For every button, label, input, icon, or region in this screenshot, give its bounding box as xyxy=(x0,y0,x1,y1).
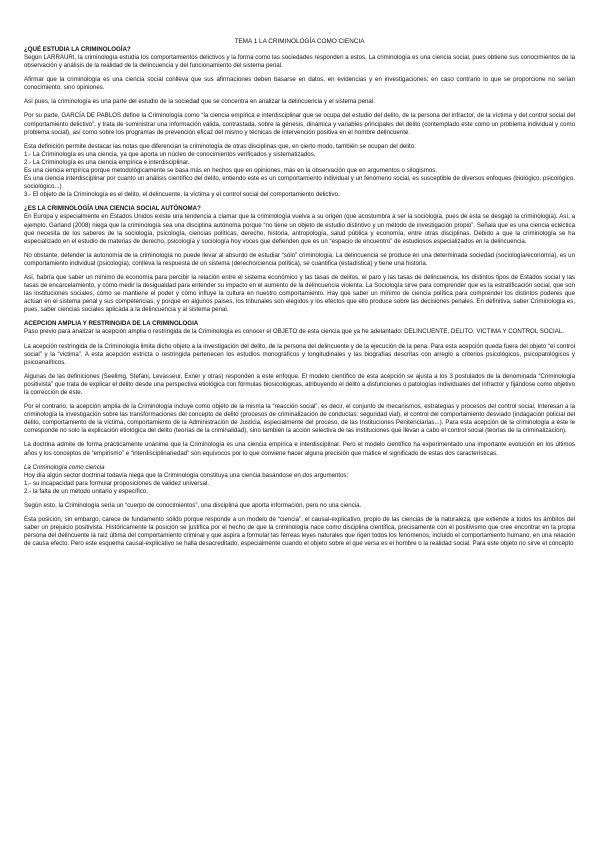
section-que-estudia xyxy=(24,46,575,199)
subheading: La Criminología como ciencia xyxy=(24,463,105,471)
paragraph: La acepción restringida de la Criminología limita dicho objeto a la investigación del delito, de la persona del delincuente y de la ejecución de la pena. Para esta acepción queda fuera del objeto “el control social” y la “victima”. A esta acepción estricta o restringida pertenecen los estudios monográficos y longitudinales y las biografías descritas con arreglo a criterios psicológicos, psicopatológicos y psicoanalíticos. xyxy=(24,342,575,366)
document-title: TEMA 1 LA CRIMINOLOGÍA COMO CIENCIA xyxy=(234,38,365,45)
paragraph: Afirmar que la criminología es una ciencia social conlleva que sus afirmaciones deben basarse en datos, en evidencias y en investigaciones; en caso contrario lo que se proporcione no serían conocimiento, sino opiniones. xyxy=(24,76,575,92)
paragraph: Por el contrario, la acepción amplia de la Criminología incluye como objeto de la misma la “reacción social”, es decir, el conjunto de mecanismos, estrategias y procesos del control social. Interesan a la criminología la investigación sobre las transformaciones del concepto de delito (procesos de criminalización de conductas: seguridad vial), el control del comportamiento desviado (indagación policial del delito, comportamiento de la víctima, comportamiento de la Administración de Justicia, especialmente del proceso, de las Instituciones Penitenciarias...). Para esta acepción de la criminología a éste le corresponde no solo la explicación etiológica del delito (teorías de la criminalidad), sino también la acción selectiva de las instituciones que llevan a cabo el control social (teorías de la criminalización). xyxy=(24,403,575,435)
list-item: 2.- la falta de un método unitario y específico. xyxy=(24,487,148,495)
section-como-ciencia xyxy=(24,464,575,549)
section-heading: ¿QUÉ ESTUDIA LA CRIMINOLOGÍA? xyxy=(24,46,131,53)
paragraph: Esta definición permite destacar las notas que diferencian la criminología de otras disciplinas que, en cierto modo, también se ocupan del delito: xyxy=(24,142,416,150)
paragraph: Según LARRAURI, la criminología estudia los comportamientos delictivos y la forma como las sociedades responden a estos. La criminología es una ciencia social, pues obtiene sus conocimientos de la observación y análisis de la realidad de la delincuencia y del funcionamiento del sistema penal. xyxy=(24,54,575,70)
paragraph: La doctrina admite de forma prácticamente unánime que la Criminología es una ciencia empírica e interdisciplinar. Pero el modelo científico ha experimentado una importante evolución en los últimos años y los conceptos de “empirismo” e “interdisciplinariedad” son equívocos por lo que conviene hacer alguna precisión que matice el significado de estas dos características. xyxy=(24,441,575,457)
list-item: 1.- La Criminología es una ciencia, ya que aporta un núcleo de conocimientos verificados y sistematizados. xyxy=(24,150,316,158)
paragraph: Hoy día algún sector doctrinal todavía niega que la Criminología constituya una ciencia basándose en dos argumentos: xyxy=(24,471,349,479)
paragraph: En Europa y especialmente en Estados Unidos existe una tendencia a clamar que la criminología vuelva a su origen (que acostumbra a ser la sociología, pues de esta se desgajó la criminología). Así, a ejemplo, Garland (2008) niega que la criminología sea una disciplina autónoma porque “no tiene un objeto de estudio distintivo y un método de investigación propio”. Señala que es una ciencia ecléctica que necesita de los saberes de la sociología, psicología, ciencias políticas, derecho, historia, antropología, salud pública y economía, entre otras disciplinas. Debido a que la criminología se ha especializado en el estudio de materias de derecho, psicología y sociología hoy voces que defienden que es un “espacio de encuentro” de estudiosos especializados en la delincuencia. xyxy=(24,213,575,245)
list-item: 3.- El objeto de la Criminología es el delito, el delincuente, la víctima y el control social del comportamiento delictivo. xyxy=(24,191,340,199)
paragraph: Paso previo para analizar la acepción amplia o restringida de la Criminología es conocer el OBJETO de esta ciencia que ya he adelantado: DELINCUENTE, DELITO, VICTIMA Y CONTROL SOCIAL. xyxy=(24,328,564,336)
paragraph: Así pues, la criminología es una parte del estudio de la sociedad que se concentra en analizar la delincuencia y el sistema penal. xyxy=(24,98,375,106)
paragraph: No obstante, defender la autonomía de la criminología no puede llevar al absurdo de estudiar “sólo” criminología. La delincuencia se produce en una determinada sociedad (sociología/economía), es un comportamiento individual (psicología), conlleva la respuesta de un sistema (derecho/ciencia política), se cuantifica (estadística) y tiene una historia. xyxy=(24,251,575,267)
list-item: 1.- su incapacidad para formular proposiciones de validez universal. xyxy=(24,479,210,487)
paragraph: Por su parte, GARCÍA DE PABLOS define la Criminología como “la ciencia empírica e interdisciplinar que se ocupa del estudio del delito, de la persona del infractor, de la víctima y del control social del comportamiento delictivo”, y trata de suministrar una información válida, contrastada, sobre la génesis, dinámica y variables principales del delito (contemplado este como un problema individual y como problema social), así como sobre los programas de prevención eficaz del mismo y técnicas de intervención positiva en el hombre delincuente. xyxy=(24,112,575,136)
paragraph: Según esto, la Criminología sería un “cuerpo de conocimientos”, una disciplina que aporta información, pero no una ciencia. xyxy=(24,502,362,510)
list-item: 2.- La Criminología es una ciencia empírica e interdisciplinar. xyxy=(24,158,190,166)
list-item: Es una ciencia empírica porque metodológicamente se basa más en hechos que en opiniones, más en la observación que en argumentos o silogismos. xyxy=(24,167,438,175)
paragraph: Esta posición, sin embargo, carece de fundamento sólido porque responde a un modelo de “ciencia”, el causal-explicativo, propio de las ciencias de la naturaleza, que extiende a todos los ámbitos del saber un prejuicio positivista. Históricamente la posición se justifica por el hecho de que la criminología nace como disciplina científica, precisamente con el positivismo que cree encontrar en la propia persona del delincuente la raíz última del comportamiento criminal y que aspira a formular las férreas leyes naturales que rigen todos los fenómenos, incluido el comportamiento humano, en una relación de causa efecto. Pero este esquema causal-explicativo se halla desacreditado, especialmente cuando el objeto sobre el que versa es el hombre o la realidad social. Para este objeto no sirve el concepto xyxy=(24,516,575,548)
section-heading: ACEPCION AMPLIA Y RESTRINGIDA DE LA CRIMINOLOGIA xyxy=(24,320,199,328)
paragraph: Así, habría que saber un mínimo de economía para percibir la relación entre el sistema económico y las tasas de delitos, el paro y las tasas de delincuencia, los distintos tipos de Estados social y las tasas de encarcelamiento, y cómo medir la desigualdad para entender su impacto en el aumento de la delincuencia violenta. La Sociología sirve para comprender que es la estratificación social, que son las instituciones sociales, cómo se mantiene el poder y cómo influye la cultura en nuestro comportamiento. Hay que saber un mínimo de ciencia política para comprender los distintos poderes que actúan en el sistema penal y sus competencias, y porqué en algunos países, los tribunales son elegidos y los efectos que ello produce sobre las decisiones penales. En definitiva, saber Criminología es, pues, saber ciencias sociales aplicada a la delincuencia y al sistema penal. xyxy=(24,273,575,314)
section-heading: ¿ES LA CRIMINOLOGÍA UNA CIENCIA SOCIAL AUTÓNOMA? xyxy=(24,205,201,213)
section-acepcion xyxy=(24,320,575,457)
list-item: Es una ciencia interdisciplinar por cuanto un análisis científico del delito, entiendo este es un comportamiento individual y un fenómeno social, es susceptible de diversos enfoques (biológico, psicológico, sociológico...) xyxy=(24,175,575,191)
section-autonomia xyxy=(24,205,575,314)
paragraph: Algunas de las definiciones (Seelimg, Stefani, Levasseur, Exner y otras) responden a este enfoque. El modelo científico de esta acepción se ajusta a los 3 postulados de la denominada “Criminología positivista” que trata de explicar el delito desde una perspectiva etiológica con fórmulas biosicológicas, atribuyendo el delito a disfunciones o patologías individuales del infractor y fijándose como objetivo la corrección de éste. xyxy=(24,372,575,396)
